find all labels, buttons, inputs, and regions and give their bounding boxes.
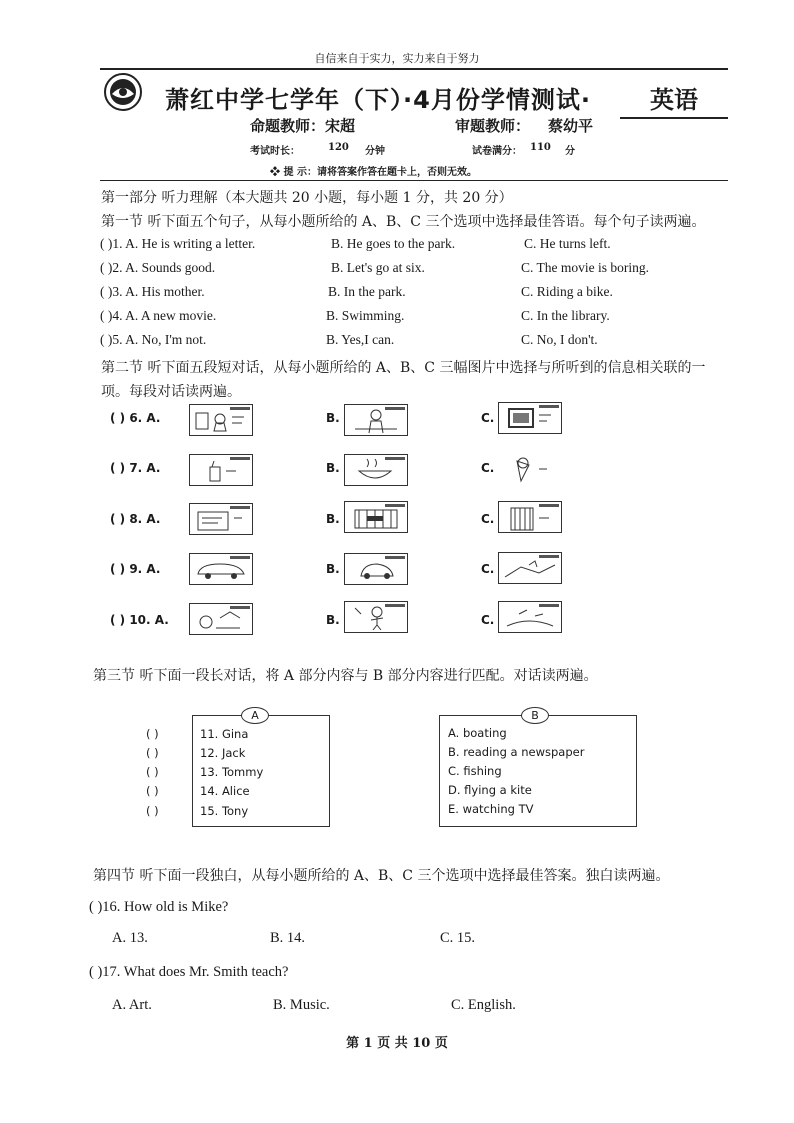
picture-6c <box>498 402 562 434</box>
duration-label: 考试时长： <box>250 146 300 157</box>
header-bottom-rule <box>100 180 728 181</box>
question-4-option-b: B. Swimming. <box>326 308 405 323</box>
score-value: 110 <box>530 142 551 153</box>
reviewer-name: 蔡幼平 <box>548 117 594 135</box>
motto: 自信来自于实力，实力来自于努力 <box>314 52 480 65</box>
score-label: 试卷满分： <box>472 146 522 157</box>
picture-8c <box>498 501 562 533</box>
question-5: ( )5. A. No, I'm not. <box>100 332 207 347</box>
list-item: 12. Jack <box>200 746 246 760</box>
question-7-option-c: C. <box>481 461 495 475</box>
sec2-title-line1: 第二节 听下面五段短对话，从每小题所给的 A、B、C 三幅图片中选择与所听到的信息相关联的一 <box>101 360 706 376</box>
answer-paren: ( ) <box>146 784 159 798</box>
sec3-title: 第三节 听下面一段长对话，将 A 部分内容与 B 部分内容进行匹配。对话读两遍。 <box>93 668 598 684</box>
answer-paren: ( ) <box>146 765 159 779</box>
list-item: 11. Gina <box>200 727 249 741</box>
question-3-option-c: C. Riding a bike. <box>521 284 613 299</box>
picture-7c <box>498 452 562 484</box>
picture-8a <box>189 503 253 535</box>
question-9: ( ) 9. A. <box>110 562 161 576</box>
duration-value: 120 <box>328 142 349 153</box>
question-2-option-c: C. The movie is boring. <box>521 260 649 275</box>
question-3-option-b: B. In the park. <box>328 284 406 299</box>
list-item: 14. Alice <box>200 784 250 798</box>
question-10-option-b: B. <box>326 613 340 627</box>
question-16: ( )16. How old is Mike? <box>89 899 229 915</box>
answer-paren: ( ) <box>146 746 159 760</box>
list-item: D. flying a kite <box>448 783 532 797</box>
picture-6a <box>189 404 253 436</box>
question-7-option-b: B. <box>326 461 340 475</box>
question-1-option-b: B. He goes to the park. <box>331 236 456 251</box>
list-item: E. watching TV <box>448 802 534 816</box>
question-4: ( )4. A. A new movie. <box>100 308 217 323</box>
list-item: 15. Tony <box>200 804 249 818</box>
question-3: ( )3. A. His mother. <box>100 284 205 299</box>
sec1-title: 第一节 听下面五个句子，从每小题所给的 A、B、C 三个选项中选择最佳答语。每个句子读两遍。 <box>101 214 706 230</box>
question-6-option-c: C. <box>481 411 495 425</box>
question-17-option-a: A. Art. <box>112 997 152 1013</box>
picture-10a <box>189 603 253 635</box>
setter-label: 命题教师：宋超 <box>250 117 356 135</box>
question-16-option-a: A. 13. <box>112 930 148 946</box>
question-6-option-b: B. <box>326 411 340 425</box>
picture-7b <box>344 454 408 486</box>
question-7: ( ) 7. A. <box>110 461 161 475</box>
score-unit: 分 <box>565 146 575 157</box>
picture-9a <box>189 553 253 585</box>
match-box-b-label: B <box>521 707 549 724</box>
question-16-option-c: C. 15. <box>440 930 476 946</box>
picture-9c <box>498 552 562 584</box>
sec2-title-line2: 项。每段对话读两遍。 <box>101 384 241 400</box>
question-17-option-c: C. English. <box>451 997 516 1013</box>
school-logo <box>103 72 143 112</box>
question-1: ( )1. A. He is writing a letter. <box>100 236 256 251</box>
question-10: ( ) 10. A. <box>110 613 169 627</box>
picture-9b <box>344 553 408 585</box>
question-8-option-c: C. <box>481 512 495 526</box>
picture-10b <box>344 601 408 633</box>
question-2: ( )2. A. Sounds good. <box>100 260 216 275</box>
question-17: ( )17. What does Mr. Smith teach? <box>89 964 289 980</box>
subject-title: 英语 <box>620 80 728 119</box>
list-item: C. fishing <box>448 764 502 778</box>
question-5-option-b: B. Yes,I can. <box>326 332 395 347</box>
picture-8b <box>344 501 408 533</box>
match-box-a-label: A <box>241 707 269 724</box>
answer-paren: ( ) <box>146 727 159 741</box>
list-item: A. boating <box>448 726 507 740</box>
list-item: B. reading a newspaper <box>448 745 585 759</box>
sec4-title: 第四节 听下面一段独白，从每小题所给的 A、B、C 三个选项中选择最佳答案。独白读两遍。 <box>93 868 670 884</box>
question-8: ( ) 8. A. <box>110 512 161 526</box>
question-16-option-b: B. 14. <box>270 930 306 946</box>
picture-10c <box>498 601 562 633</box>
duration-unit: 分钟 <box>365 146 385 157</box>
part1-title: 第一部分 听力理解（本大题共 20 小题，每小题 1 分，共 20 分） <box>101 190 513 206</box>
question-6: ( ) 6. A. <box>110 411 161 425</box>
reviewer-label: 审题教师： <box>455 117 531 135</box>
list-item: 13. Tommy <box>200 765 264 779</box>
question-5-option-c: C. No, I don't. <box>521 332 598 347</box>
question-4-option-c: C. In the library. <box>521 308 610 323</box>
answer-paren: ( ) <box>146 804 159 818</box>
header-top-rule <box>100 68 728 70</box>
hint-text: ❖ 提 示：请将答案作答在题卡上，否则无效。 <box>270 167 477 178</box>
page-title: 萧红中学七学年（下）·4月份学情测试· <box>165 86 591 114</box>
picture-7a <box>189 454 253 486</box>
question-8-option-b: B. <box>326 512 340 526</box>
question-9-option-c: C. <box>481 562 495 576</box>
question-9-option-b: B. <box>326 562 340 576</box>
question-17-option-b: B. Music. <box>273 997 330 1013</box>
question-2-option-b: B. Let's go at six. <box>331 260 425 275</box>
picture-6b <box>344 404 408 436</box>
page-number: 第 1 页 共 10 页 <box>346 1036 448 1051</box>
question-10-option-c: C. <box>481 613 495 627</box>
question-1-option-c: C. He turns left. <box>524 236 611 251</box>
